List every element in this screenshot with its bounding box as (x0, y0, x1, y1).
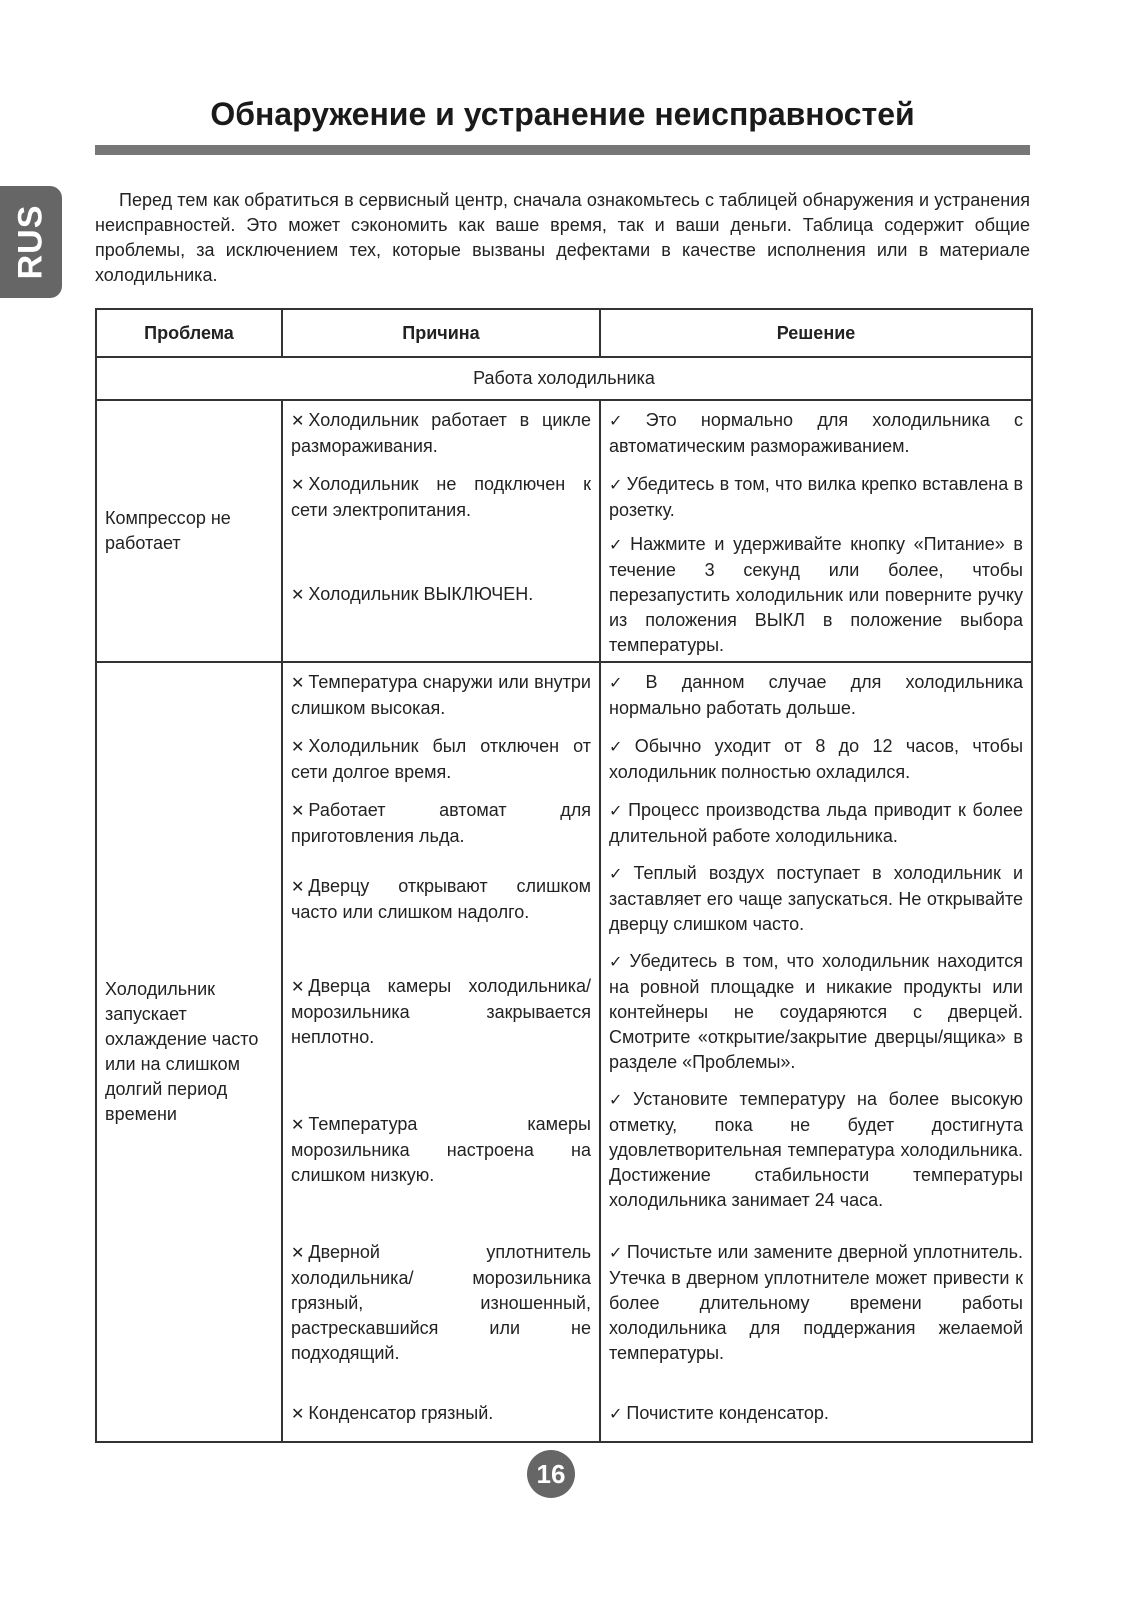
solution-item (601, 1387, 1031, 1441)
section-row (96, 357, 1032, 400)
table-row (96, 662, 1032, 1442)
cause-text: Дверной уплотнитель холодильника/ морозильника грязный, изношенный, растрескавшийся или не подходящий. (291, 1242, 591, 1363)
page-title: Обнаружение и устранение неисправностей (210, 96, 915, 132)
cause-text: Работает автомат для приготовления льда. (291, 799, 591, 846)
solution-item (601, 465, 1031, 529)
problem-cell: Компрессор не работает (96, 400, 282, 662)
page-number-badge (527, 1450, 575, 1498)
page-number: 16 (536, 1459, 566, 1489)
cause-item (283, 943, 599, 1081)
cause-text: Холодильник ВЫКЛЮЧЕН. (308, 584, 534, 604)
check-mark-icon: ✓ (609, 412, 642, 430)
cross-mark-icon: ✕ (291, 878, 305, 896)
solution-text: Установите температуру на более высокую отметку, пока не будет достигнута удовлетворительная температура холодильника. Достижение стабильности температуры холодильника занимает 24 часа. (609, 1089, 1023, 1210)
solution-text: Теплый воздух поступает в холодильник и заставляет его чаще запускаться. Не открывайте дверцу слишком часто. (609, 863, 1023, 934)
check-mark-icon: ✓ (609, 738, 631, 756)
solution-text: В данном случае для холодильника нормально работать дольше. (609, 671, 1023, 718)
solution-text: Процесс производства льда приводит к более длительной работе холодильника. (609, 799, 1023, 846)
cause-text: Холодильник не подключен к сети электропитания. (291, 473, 591, 520)
solution-text: Нажмите и удерживайте кнопку «Питание» в течение 3 секунд или более, чтобы перезапустить холодильник или поверните ручку из положения ВЫКЛ в положение выбора температуры. (609, 534, 1023, 655)
cause-item (283, 465, 599, 529)
cause-item (283, 1219, 599, 1387)
check-mark-icon: ✓ (609, 674, 642, 692)
cause-text: Дверца камеры холодильника/ морозильника закрывается неплотно. (291, 976, 591, 1047)
title-underline (95, 145, 1030, 155)
cross-mark-icon: ✕ (291, 802, 305, 820)
solution-item (601, 943, 1031, 1081)
table-row (96, 400, 1032, 662)
check-mark-icon: ✓ (609, 866, 630, 883)
check-mark-icon: ✓ (609, 802, 625, 820)
cause-text: Дверцу открывают слишком часто или слишком надолго. (291, 875, 591, 922)
cross-mark-icon: ✕ (291, 476, 305, 494)
header-solution: Решение (600, 309, 1032, 357)
solution-cell (600, 400, 1032, 662)
cross-mark-icon: ✕ (291, 979, 305, 996)
header-problem: Проблема (96, 309, 282, 357)
cause-text: Температура снаружи или внутри слишком высокая. (291, 671, 591, 718)
cause-item (283, 1081, 599, 1219)
cause-cell (282, 662, 600, 1442)
check-mark-icon: ✓ (609, 537, 627, 554)
section-title: Работа холодильника (96, 357, 1032, 400)
cross-mark-icon: ✕ (291, 587, 305, 604)
solution-text: Обычно уходит от 8 до 12 часов, чтобы холодильник полностью охладился. (609, 735, 1024, 782)
check-mark-icon: ✓ (609, 476, 623, 494)
problem-cell: Холодильник запускает охлаждение часто или на слишком долгий период времени (96, 662, 282, 1442)
intro-paragraph: Перед тем как обратиться в сервисный центр, сначала ознакомьтесь с таблицей обнаружения и устранения неисправностей. Это может сэкономить как ваше время, так и ваши деньги. Таблица содержит общие проблемы, за исключением тех, которые вызваны дефектами в качестве исполнения или в материале холодильника. (95, 190, 1030, 285)
cause-item (283, 791, 599, 855)
solution-item (601, 663, 1031, 727)
cross-mark-icon: ✕ (291, 738, 305, 756)
troubleshooting-table (95, 308, 1033, 1443)
solution-item (601, 727, 1031, 791)
check-mark-icon: ✓ (609, 1092, 630, 1109)
solution-item (601, 1219, 1031, 1387)
language-tab-label: RUS (11, 204, 50, 280)
solution-item (601, 1081, 1031, 1219)
check-mark-icon: ✓ (609, 954, 626, 971)
check-mark-icon: ✓ (609, 1245, 623, 1262)
solution-item (601, 855, 1031, 943)
cross-mark-icon: ✕ (291, 412, 305, 430)
solution-text: Убедитесь в том, что холодильник находится на ровной площадке и никакие продукты или контейнеры не соударяются с дверцей. Смотрите «открытие/закрытие дверцы/ящика» в разделе «Проблемы». (609, 951, 1023, 1072)
solution-text: Убедитесь в том, что вилка крепко вставлена в розетку. (609, 473, 1024, 520)
cross-mark-icon: ✕ (291, 1117, 305, 1134)
cause-text: Температура камеры морозильника настроена на слишком низкую. (291, 1114, 591, 1185)
cross-mark-icon: ✕ (291, 1245, 305, 1262)
cross-mark-icon: ✕ (291, 674, 305, 692)
language-tab (0, 186, 62, 298)
solution-item (601, 791, 1031, 855)
cross-mark-icon: ✕ (291, 1406, 305, 1423)
cause-text: Холодильник работает в цикле размораживания. (291, 409, 591, 456)
cause-text: Холодильник был отключен от сети долгое время. (291, 735, 591, 782)
solution-text: Почистьте или замените дверной уплотнитель. Утечка в дверном уплотнителе может привести к более длительному времени работы холодильника для поддержания желаемой температуры. (609, 1242, 1023, 1363)
cause-text: Конденсатор грязный. (308, 1403, 494, 1423)
cause-item (283, 529, 599, 661)
cause-item (283, 727, 599, 791)
solution-cell (600, 662, 1032, 1442)
cause-item (283, 663, 599, 727)
solution-text: Это нормально для холодильника с автоматическим размораживанием. (609, 409, 1024, 456)
cause-cell (282, 400, 600, 662)
solution-text: Почистите конденсатор. (626, 1403, 829, 1423)
cause-item (283, 855, 599, 943)
header-cause: Причина (282, 309, 600, 357)
solution-item (601, 529, 1031, 661)
cause-item (283, 401, 599, 465)
table-header-row (96, 309, 1032, 357)
cause-item (283, 1387, 599, 1441)
check-mark-icon: ✓ (609, 1406, 623, 1423)
table-body (96, 357, 1032, 1442)
solution-item (601, 401, 1031, 465)
